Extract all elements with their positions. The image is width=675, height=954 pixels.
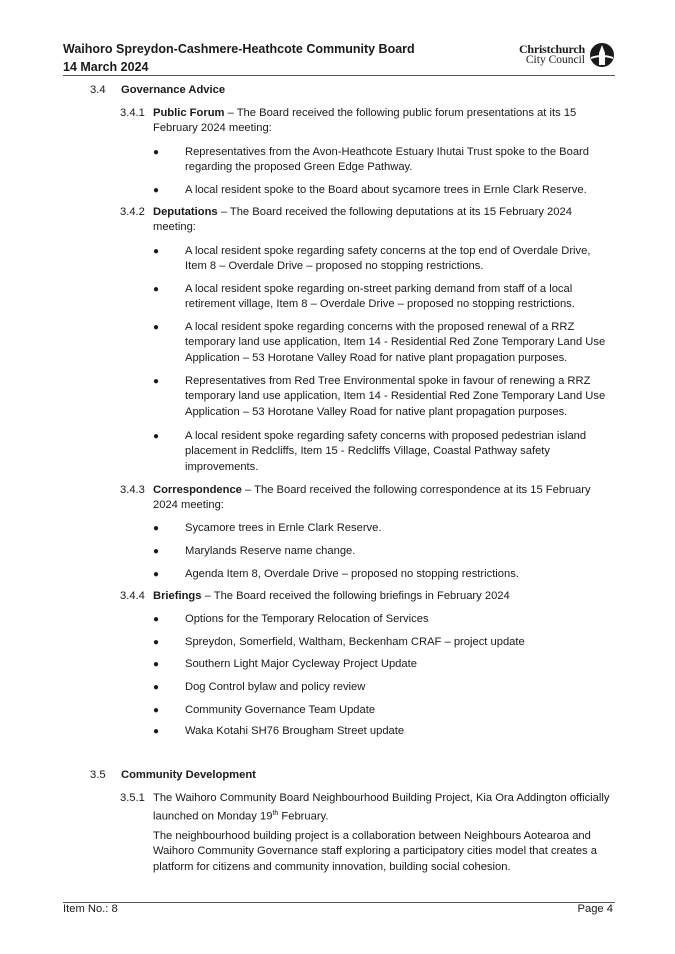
list-item: ● A local resident spoke regarding safety concerns with proposed pedestrian island placement in Redcliffs, Item 15 - Redcliffs Village, Coastal Pathway safety improvements.	[153, 430, 587, 473]
list-item: ● Community Governance Team Update	[153, 704, 376, 716]
section-3-5-heading	[90, 768, 256, 783]
board-title: Waihoro Spreydon-Cashmere-Heathcote Community Board	[63, 42, 415, 56]
subsection-number: 3.4.1	[120, 107, 145, 119]
list-item: ● Southern Light Major Cycleway Project Update	[153, 658, 417, 670]
list-item: ● Representatives from Red Tree Environmental spoke in favour of renewing a RRZ temporary land use application, Item 14 - Residential Red Zone Temporary Land Use Application – 53 Horotane Valley Road for native plant propagation purposes.	[153, 375, 606, 418]
subsection-text: – The Board received the following deputations at its 15 February 2024 meeting:	[153, 206, 572, 234]
council-logo	[519, 40, 615, 70]
subsection-lead: Correspondence	[153, 484, 242, 496]
subsection-number: 3.5.1	[120, 792, 145, 804]
list-item: ● Spreydon, Somerfield, Waltham, Beckenham CRAF – project update	[153, 636, 525, 648]
subsection-text: – The Board received the following public forum presentations at its 15 February 2024 meeting:	[153, 107, 577, 135]
cathedral-emblem-icon	[589, 42, 615, 68]
subsection-3-5-1	[120, 791, 615, 826]
list-item: ● Marylands Reserve name change.	[153, 545, 356, 557]
section-title: Community Development	[121, 769, 256, 781]
page-number: Page 4	[577, 903, 613, 915]
list-item: ● A local resident spoke regarding concerns with the proposed renewal of a RRZ temporary land use application, Item 14 - Residential Red Zone Temporary Land Use Application – 53 Horotane Valley Road for native plant propagation purposes.	[153, 321, 606, 364]
item-number: Item No.: 8	[63, 903, 118, 915]
list-item: ● Waka Kotahi SH76 Brougham Street update	[153, 725, 405, 737]
subsection-lead: Briefings	[153, 590, 202, 602]
subsection-3-4-1	[120, 106, 615, 137]
list-item: ● A local resident spoke regarding safety concerns at the top end of Overdale Drive, Item 8 – Overdale Drive – proposed no stopping restrictions.	[153, 245, 591, 273]
ordinal-suffix: th	[272, 810, 279, 818]
paragraph: The neighbourhood building project is a collaboration between Neighbours Aotearoa and Waihoro Community Governance staff exploring a participatory cities model that creates a platform for citizens and community innovation, building social cohesion.	[153, 830, 597, 873]
section-3-4-heading	[90, 83, 225, 98]
list-item: ● A local resident spoke to the Board about sycamore trees in Ernle Clark Reserve.	[153, 184, 587, 196]
subsection-text: The Waihoro Community Board Neighbourhood Building Project, Kia Ora Addington officially launched on Monday 19	[153, 792, 610, 824]
list-item: ● Agenda Item 8, Overdale Drive – proposed no stopping restrictions.	[153, 568, 519, 580]
subsection-3-4-3	[120, 483, 615, 514]
subsection-text: – The Board received the following briefings in February 2024	[201, 590, 510, 602]
logo-line-2: City Council	[525, 54, 585, 66]
list-item: ● Sycamore trees in Ernle Clark Reserve.	[153, 522, 382, 534]
subsection-3-4-4	[120, 589, 615, 604]
subsection-lead: Public Forum	[153, 107, 225, 119]
subsection-number: 3.4.4	[120, 590, 145, 602]
subsection-3-4-2	[120, 205, 615, 236]
logo-line-1: Christchurch	[518, 42, 585, 56]
list-item: ● Dog Control bylaw and policy review	[153, 681, 366, 693]
list-item: ● A local resident spoke regarding on-street parking demand from staff of a local retirement village, Item 8 – Overdale Drive – proposed no stopping restrictions.	[153, 283, 575, 311]
section-number: 3.5	[90, 769, 106, 781]
section-title: Governance Advice	[121, 84, 226, 96]
subsection-number: 3.4.3	[120, 484, 145, 496]
header-divider	[63, 75, 615, 76]
subsection-text-end: February.	[278, 811, 329, 824]
subsection-text: – The Board received the following correspondence at its 15 February 2024 meeting:	[153, 484, 591, 512]
footer-divider	[63, 902, 615, 903]
meeting-date: 14 March 2024	[63, 60, 149, 74]
subsection-number: 3.4.2	[120, 206, 145, 218]
list-item: ● Representatives from the Avon-Heathcote Estuary Ihutai Trust spoke to the Board regarding the proposed Green Edge Pathway.	[153, 146, 590, 174]
subsection-lead: Deputations	[153, 206, 218, 218]
list-item: ● Options for the Temporary Relocation of Services	[153, 613, 429, 625]
section-number: 3.4	[90, 84, 106, 96]
logo-wordmark	[519, 44, 585, 66]
